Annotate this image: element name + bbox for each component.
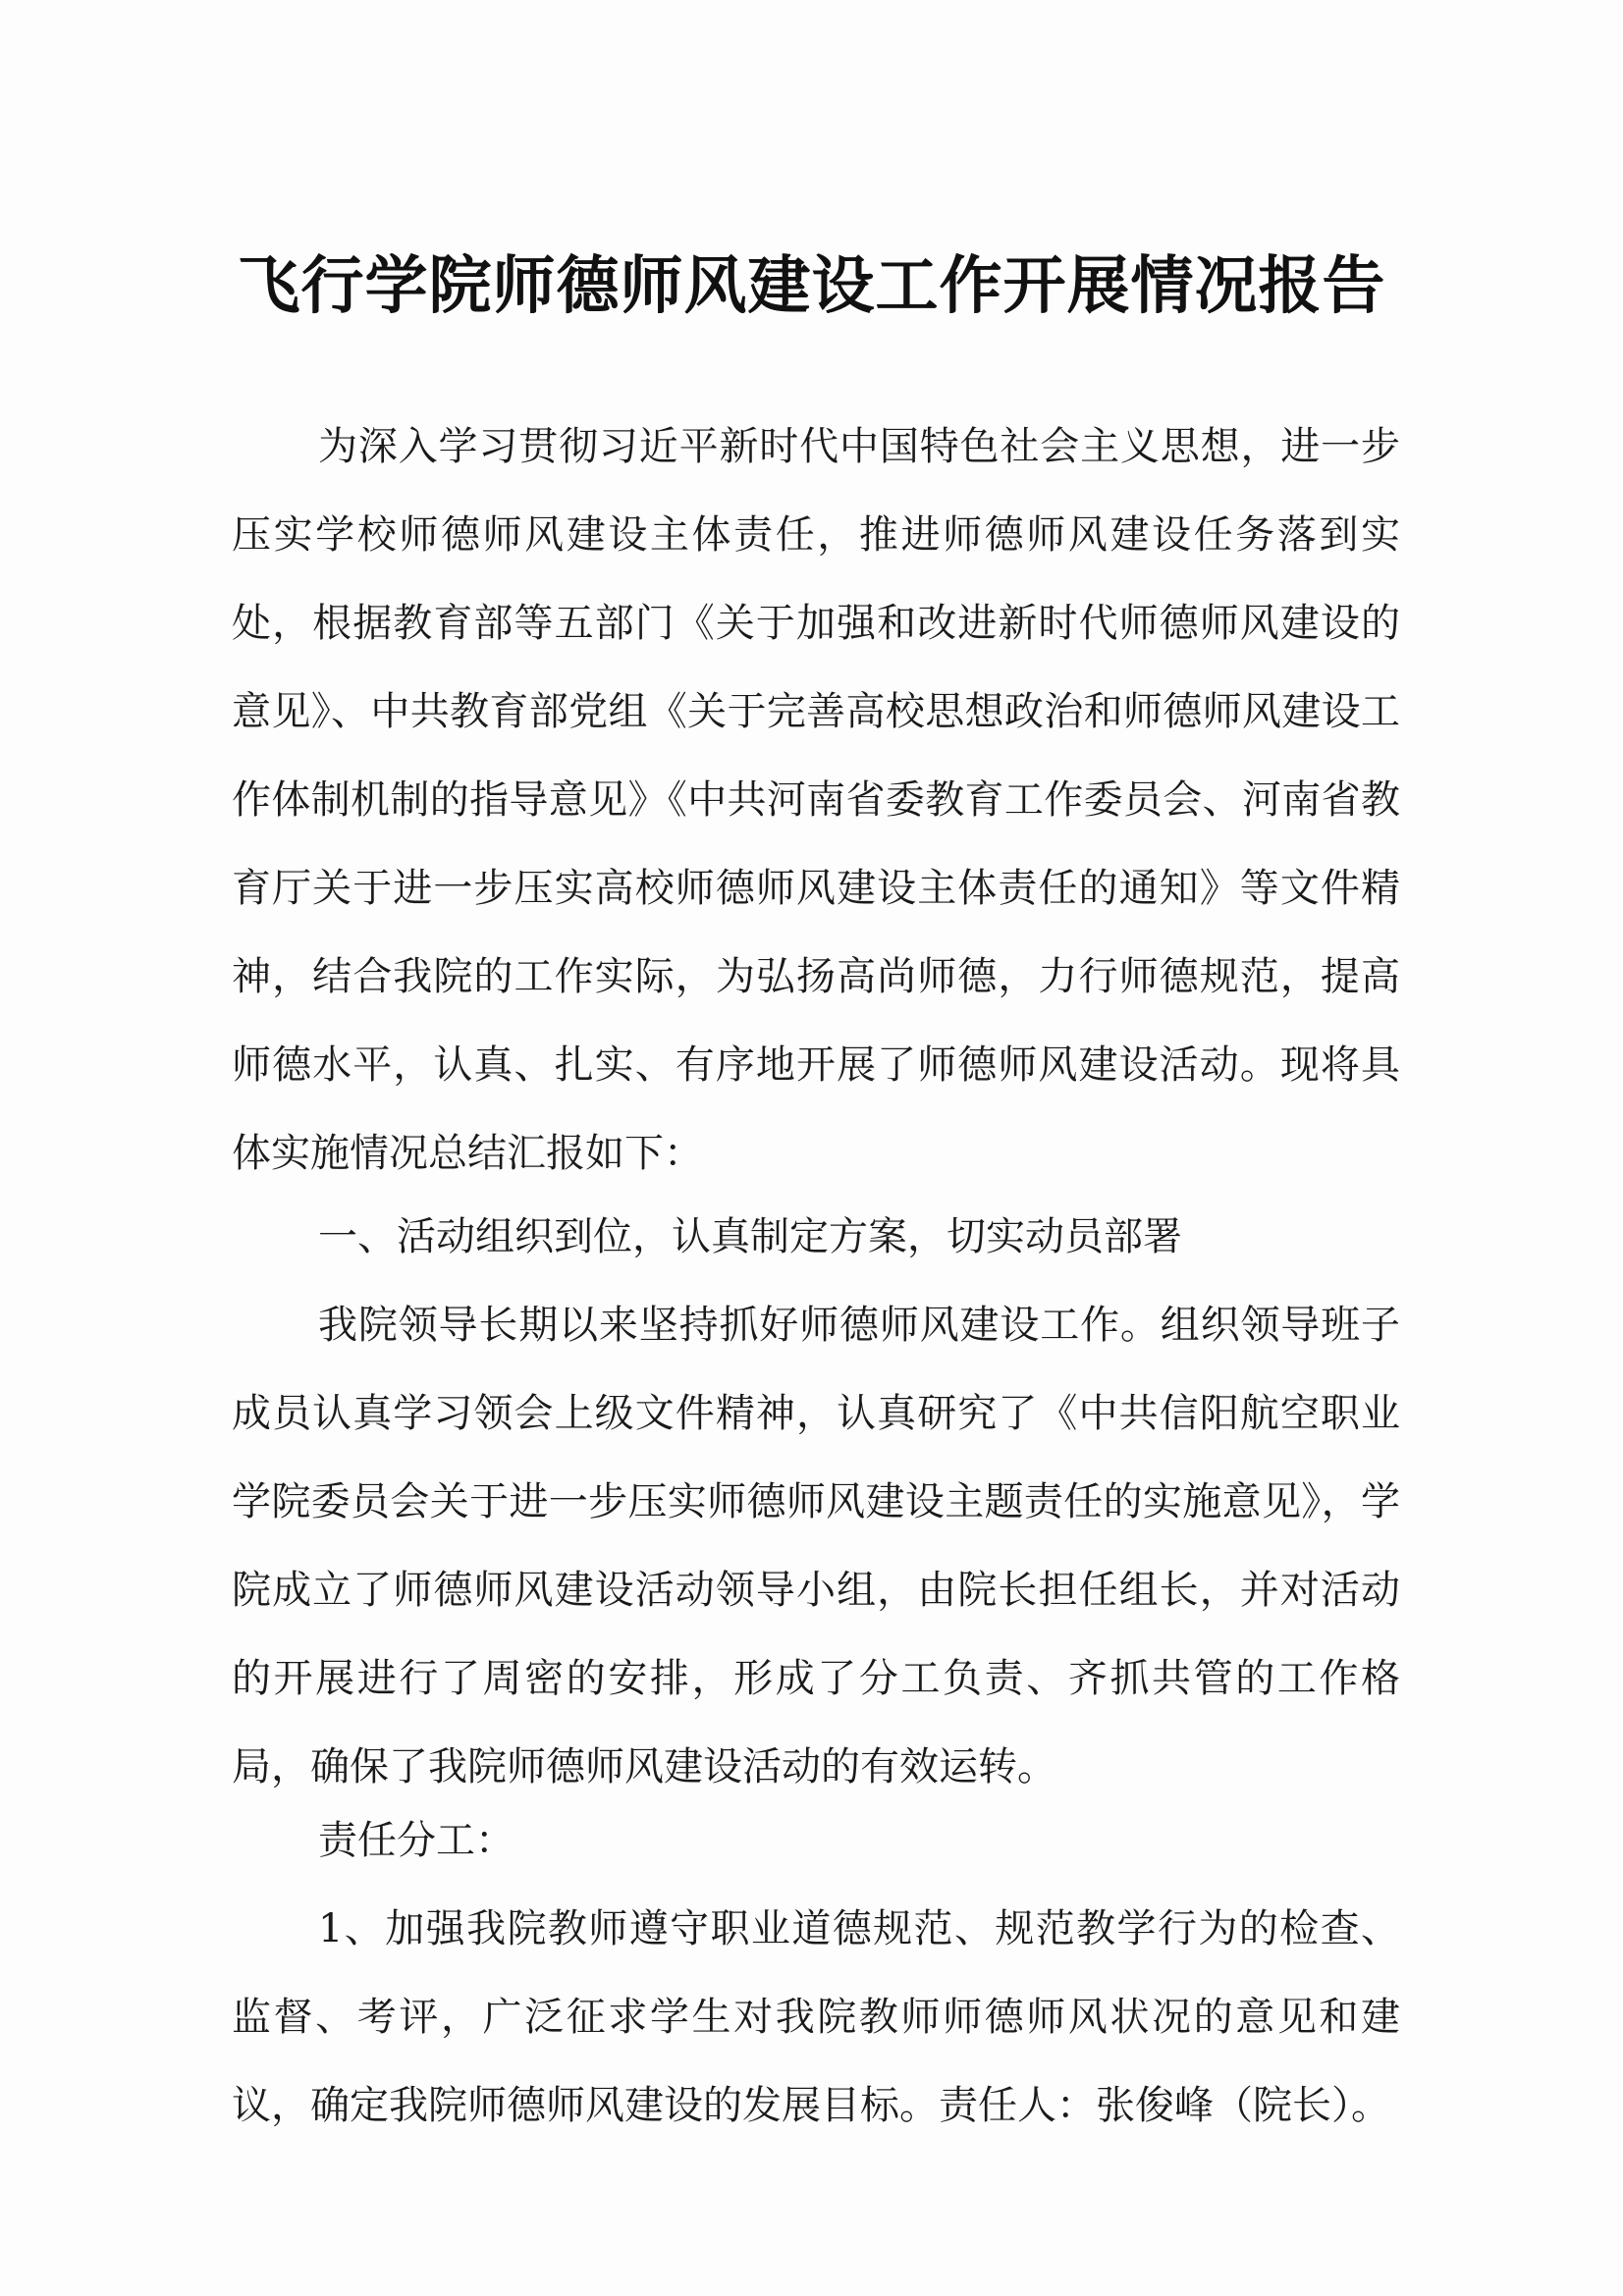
section-1-heading: 一、活动组织到位，认真制定方案，切实动员部署 [318,1214,1182,1259]
responsibility-item-1: 1、加强我院教师遵守职业道德规范、规范教学行为的检查、监督、考评，广泛征求学生对我院教师师德师风状况的意见和建议，确定我院师德师风建设的发展目标。责任人：张俊峰（院长）。 [232,1906,1400,2128]
responsibility-label: 责任分工： [318,1818,514,1863]
intro-paragraph: 为深入学习贯彻习近平新时代中国特色社会主义思想，进一步压实学校师德师风建设主体责任，推进师德师风建设任务落到实处，根据教育部等五部门《关于加强和改进新时代师德师风建设的意见》、中共教育部党组《关于完善高校思想政治和师德师风建设工作体制机制的指导意见》《中共河南省委教育工作委员会、河南省教育厅关于进一步压实高校师德师风建设主体责任的通知》等文件精神，结合我院的工作实际，为弘扬高尚师德，力行师德规范，提高师德水平，认真、扎实、有序地开展了师德师风建设活动。现将具体实施情况总结汇报如下： [232,424,1400,1176]
section-1-paragraph: 我院领导长期以来坚持抓好师德师风建设工作。组织领导班子成员认真学习领会上级文件精神，认真研究了《中共信阳航空职业学院委员会关于进一步压实师德师风建设主题责任的实施意见》，学院成立了师德师风建设活动领导小组，由院长担任组长，并对活动的开展进行了周密的安排，形成了分工负责、齐抓共管的工作格局，确保了我院师德师风建设活动的有效运转。 [232,1303,1400,1789]
document-title: 飞行学院师德师风建设工作开展情况报告 [237,250,1386,323]
